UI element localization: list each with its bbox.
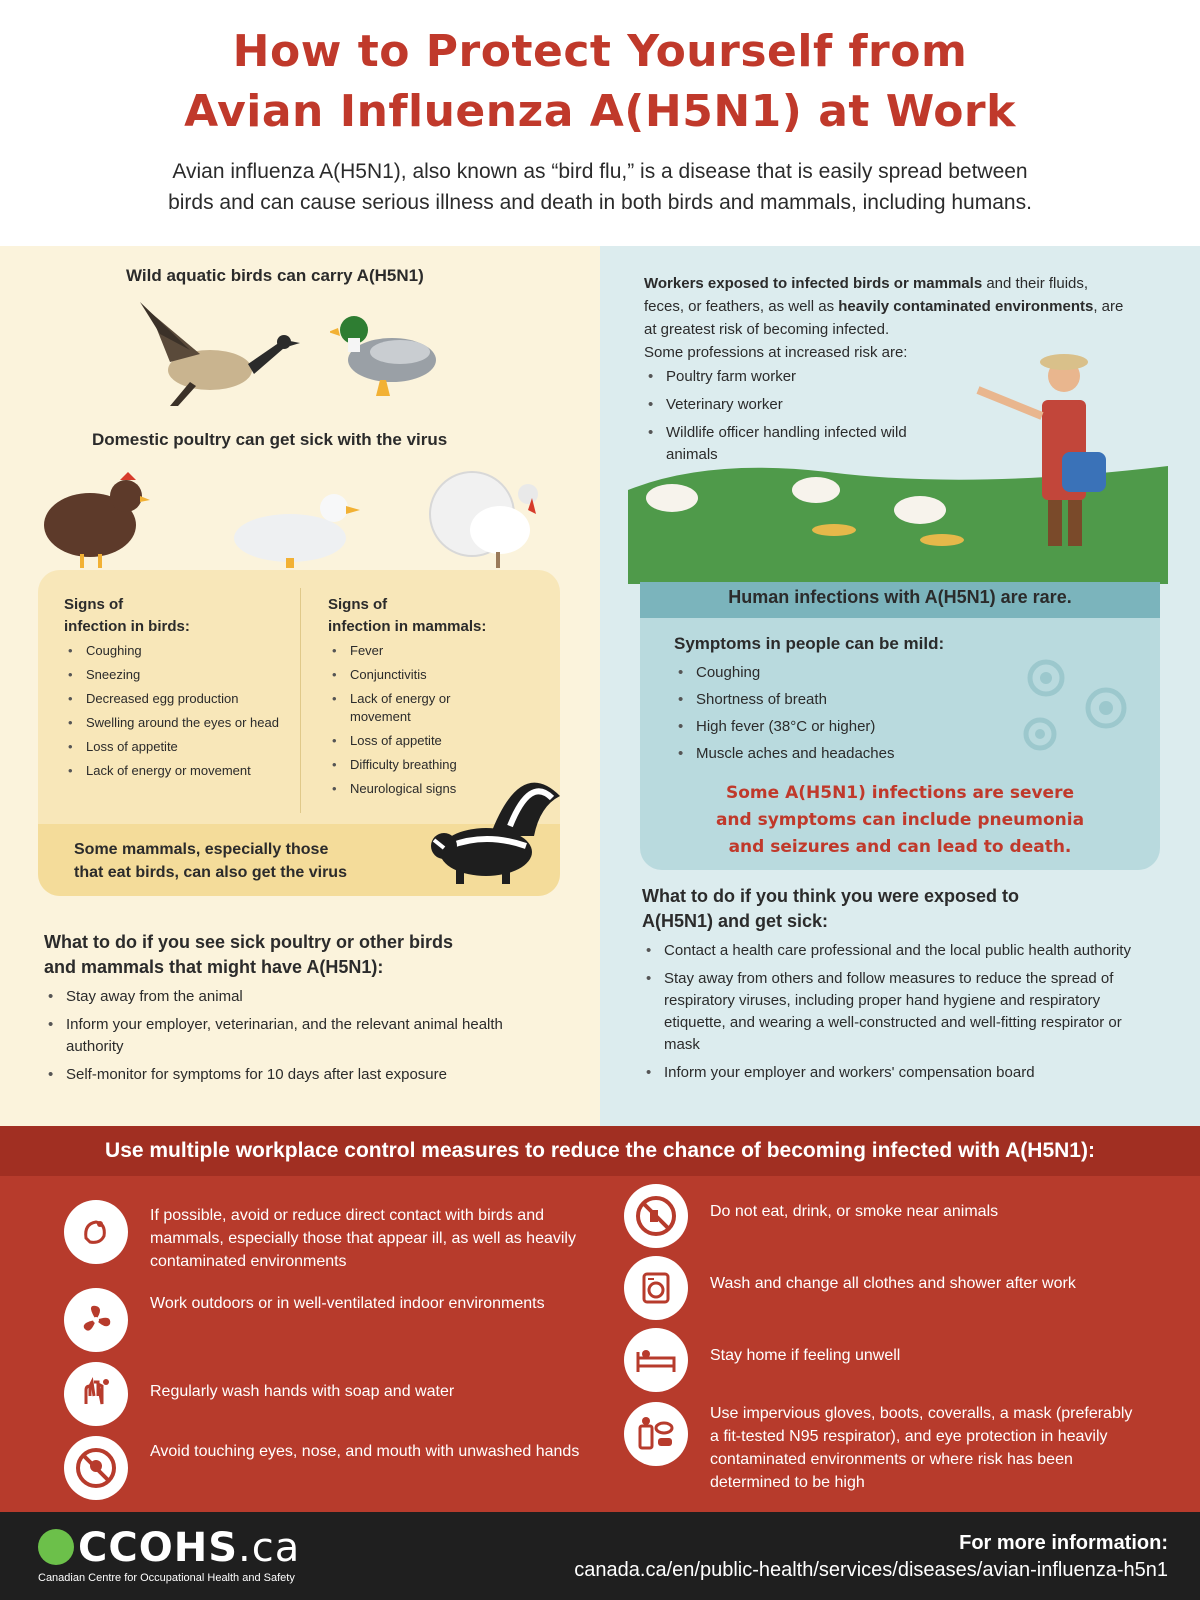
logo-dot: .ca [238, 1525, 301, 1571]
list-item: • Difficulty breathing [328, 756, 498, 774]
sick-animals-heading [44, 930, 453, 980]
control-text: Wash and change all clothes and shower after work [710, 1275, 1076, 1292]
signs-mammals-heading-2: infection in mammals: [328, 618, 487, 635]
exposed-heading-2: A(H5N1) and get sick: [642, 911, 829, 931]
list-item: • Wildlife officer handling infected wild animals [644, 422, 944, 466]
list-item: • Lack of energy or movement [328, 690, 498, 726]
list-item: • Poultry farm worker [644, 366, 944, 388]
no-eating-icon [624, 1184, 688, 1248]
skunk-illustration [430, 766, 566, 888]
white-duck-illustration [230, 490, 360, 570]
control-item [64, 1200, 584, 1273]
title-line-1: How to Protect Yourself from [232, 26, 968, 77]
list-item: • Decreased egg production [64, 690, 294, 708]
list-item: • Veterinary worker [644, 394, 944, 416]
title-line-2: Avian Influenza A(H5N1) at Work [184, 86, 1016, 137]
list-item: • Shortness of breath [674, 689, 974, 711]
logo-subtitle: Canadian Centre for Occupational Health and Safety [38, 1572, 295, 1584]
control-text: Use impervious gloves, boots, coveralls, a mask (preferably a fit-tested N95 respirator), and eye protection in heavily contaminated environments or where risk has been determined to be high [710, 1405, 1133, 1491]
control-measures-heading: Use multiple workplace control measures to reduce the chance of becoming infected with A(H5N1): [0, 1126, 1200, 1176]
intro-line-1: Avian influenza A(H5N1), also known as “bird flu,” is a disease that is easily spread between [172, 160, 1028, 183]
list-item: • Loss of appetite [328, 732, 498, 750]
list-item: • Muscle aches and headaches [674, 743, 974, 765]
exposed-heading [642, 884, 1019, 934]
workers-text-1: and their fluids, feces, or feathers, as well as [644, 275, 1089, 315]
no-touch-face-icon [64, 1436, 128, 1500]
intro-line-2: birds and can cause serious illness and death in both birds and mammals, including humans. [168, 191, 1032, 214]
mallard-illustration [330, 308, 450, 398]
sick-animals-heading-2: and mammals that might have A(H5N1): [44, 957, 384, 977]
workers-bold-2: heavily contaminated environments [838, 298, 1094, 315]
avoid-contact-icon [64, 1200, 128, 1264]
severe-infections-text [640, 780, 1160, 861]
list-item: • Stay away from others and follow measures to reduce the spread of respiratory viruses, including proper hand hygiene and respiratory etiquette, and wearing a well-constructed and well-fitting respirator or mask [642, 968, 1136, 1056]
sick-animals-list [44, 986, 564, 1086]
list-item: • Loss of appetite [64, 738, 294, 756]
control-text: Do not eat, drink, or smoke near animals [710, 1203, 999, 1220]
mammals-note-line-2: that eat birds, can also get the virus [74, 864, 347, 881]
control-item [624, 1256, 1144, 1320]
footer [0, 1512, 1200, 1600]
ccohs-logo[interactable] [38, 1526, 300, 1570]
control-text: Avoid touching eyes, nose, and mouth with unwashed hands [150, 1443, 580, 1460]
wash-hands-icon [64, 1362, 128, 1426]
control-item [624, 1328, 1144, 1392]
list-item: • Coughing [64, 642, 294, 660]
more-info-heading: For more information: [959, 1532, 1168, 1554]
signs-birds-heading-1: Signs of [64, 596, 124, 613]
list-item: • Stay away from the animal [44, 986, 564, 1008]
symptoms-heading: Symptoms in people can be mild: [674, 634, 945, 653]
severe-line-1: Some A(H5N1) infections are severe [726, 783, 1074, 803]
workers-text-3: Some professions at increased risk are: [644, 344, 908, 361]
hen-illustration [40, 470, 150, 570]
control-item [64, 1288, 584, 1352]
wild-birds-heading: Wild aquatic birds can carry A(H5N1) [126, 266, 424, 285]
list-item: • Swelling around the eyes or head [64, 714, 294, 732]
header [0, 0, 1200, 246]
list-item: • Conjunctivitis [328, 666, 498, 684]
control-text: Work outdoors or in well-ventilated indoor environments [150, 1295, 545, 1312]
signs-birds-heading-2: infection in birds: [64, 618, 190, 635]
control-item [624, 1402, 1144, 1494]
list-item: • Contact a health care professional and the local public health authority [642, 940, 1136, 962]
list-item: • Self-monitor for symptoms for 10 days after last exposure [44, 1064, 564, 1086]
list-item: • Neurological signs [328, 780, 498, 798]
control-text: Regularly wash hands with soap and water [150, 1383, 455, 1400]
exposed-list [642, 940, 1136, 1084]
severe-line-3: and seizures and can lead to death. [728, 837, 1072, 857]
logo-main: CCOHS [78, 1525, 238, 1571]
control-item [64, 1436, 584, 1500]
rare-infections-text: Human infections with A(H5N1) are rare. [728, 587, 1072, 607]
sick-animals-heading-1: What to do if you see sick poultry or other birds [44, 932, 454, 952]
control-text: If possible, avoid or reduce direct contact with birds and mammals, especially those that appear ill, as well as heavily contaminated environments [150, 1207, 576, 1270]
farm-scene-illustration [628, 340, 1168, 584]
control-text: Stay home if feeling unwell [710, 1347, 901, 1364]
list-item: • High fever (38°C or higher) [674, 716, 974, 738]
list-item: • Inform your employer and workers' compensation board [642, 1062, 1136, 1084]
list-item: • Inform your employer, veterinarian, and the relevant animal health authority [44, 1014, 564, 1058]
domestic-poultry-heading: Domestic poultry can get sick with the virus [92, 430, 448, 449]
fan-icon [64, 1288, 128, 1352]
severe-line-2: and symptoms can include pneumonia [715, 810, 1085, 830]
page-title [0, 22, 1200, 142]
list-item: • Coughing [674, 662, 974, 684]
list-item: • Sneezing [64, 666, 294, 684]
signs-birds-list [64, 642, 294, 780]
bed-icon [624, 1328, 688, 1392]
mammals-note [74, 838, 347, 884]
list-item: • Lack of energy or movement [64, 762, 294, 780]
workers-bold-1: Workers exposed to infected birds or mammals [644, 275, 983, 292]
workers-text-2: , are at greatest risk of becoming infected. [644, 298, 1124, 338]
more-information [574, 1530, 1168, 1584]
protective-equipment-icon [624, 1402, 688, 1466]
control-item [64, 1362, 584, 1426]
mammals-note-line-1: Some mammals, especially those [74, 841, 329, 858]
turkey-illustration [422, 470, 552, 570]
intro-text [100, 156, 1100, 218]
virus-icon [1010, 648, 1140, 758]
goose-illustration [130, 302, 300, 408]
more-info-link[interactable]: canada.ca/en/public-health/services/diseases/avian-influenza-h5n1 [574, 1559, 1168, 1581]
signs-birds-heading [64, 594, 190, 638]
signs-mammals-heading [328, 594, 486, 638]
symptoms-list [674, 662, 974, 765]
list-item: • Fever [328, 642, 498, 660]
signs-mammals-heading-1: Signs of [328, 596, 388, 613]
washing-machine-icon [624, 1256, 688, 1320]
ccohs-logo-icon [38, 1529, 74, 1565]
exposed-heading-1: What to do if you think you were exposed to [642, 886, 1020, 906]
signs-divider [300, 588, 301, 813]
control-item [624, 1184, 1144, 1248]
